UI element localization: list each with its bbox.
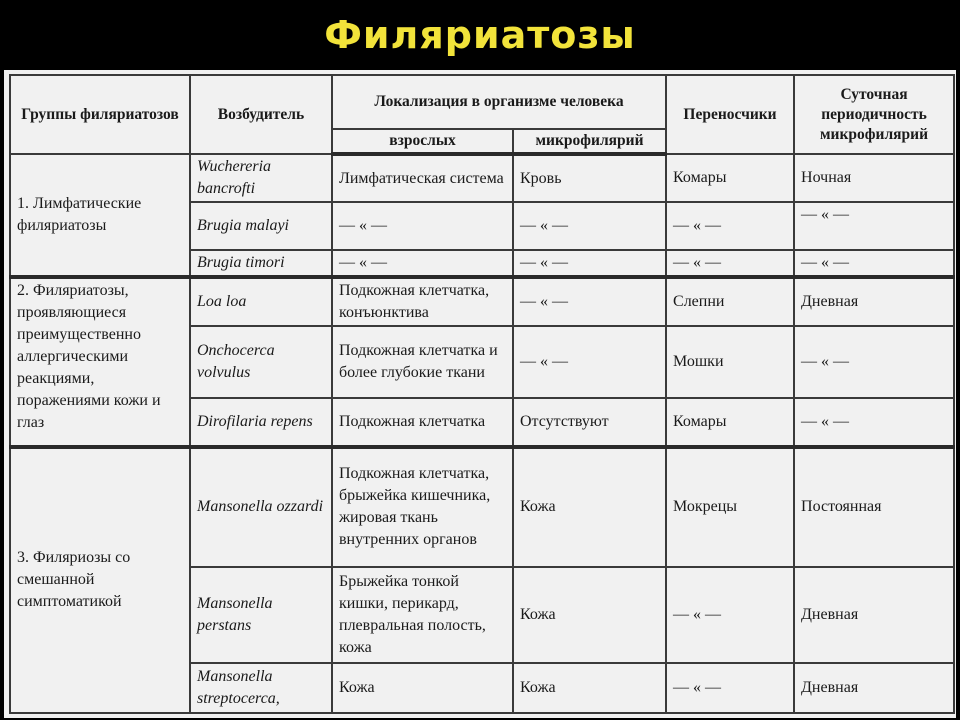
period-cell: Постоянная xyxy=(794,447,954,567)
vector-cell: — « — xyxy=(666,202,794,250)
period-cell: — « — xyxy=(794,250,954,277)
micro-cell: Кровь xyxy=(513,154,666,202)
header-agent: Возбудитель xyxy=(190,75,332,154)
vector-cell: — « — xyxy=(666,663,794,713)
vector-cell: Комары xyxy=(666,398,794,446)
agent-cell: Loa loa xyxy=(190,277,332,326)
agent-cell: Mansonella perstans xyxy=(190,567,332,663)
vector-cell: — « — xyxy=(666,567,794,663)
header-periodicity: Суточная периодичность микрофилярий xyxy=(794,75,954,154)
adults-cell: Брыжейка тонкой кишки, перикард, плевральная полость, кожа xyxy=(332,567,513,663)
micro-cell: Кожа xyxy=(513,567,666,663)
adults-cell: Подкожная клетчатка xyxy=(332,398,513,446)
agent-cell: Brugia malayi xyxy=(190,202,332,250)
adults-cell: Подкожная клетчатка и более глубокие ткани xyxy=(332,326,513,398)
micro-cell: — « — xyxy=(513,202,666,250)
micro-cell: Кожа xyxy=(513,663,666,713)
slide-title: Филяриатозы xyxy=(324,13,636,57)
vector-cell: Мокрецы xyxy=(666,447,794,567)
adults-cell: Подкожная клетчатка, брыжейка кишечника, жировая ткань внутренних органов xyxy=(332,447,513,567)
adults-cell: — « — xyxy=(332,250,513,277)
period-cell: Дневная xyxy=(794,663,954,713)
period-cell: — « — xyxy=(794,398,954,446)
agent-cell: Mansonella streptocerca, xyxy=(190,663,332,713)
adults-cell: Кожа xyxy=(332,663,513,713)
agent-cell: Brugia timori xyxy=(190,250,332,277)
micro-cell: Кожа xyxy=(513,447,666,567)
micro-cell: — « — xyxy=(513,326,666,398)
vector-cell: Комары xyxy=(666,154,794,202)
header-localization: Локализация в организме человека xyxy=(332,75,666,129)
micro-cell: — « — xyxy=(513,250,666,277)
micro-cell: Отсутствуют xyxy=(513,398,666,446)
group-cell: 2. Филяриатозы, проявляющиеся преимущественно аллергическими реакциями, поражениями кожи и глаз xyxy=(10,277,190,446)
period-cell: Дневная xyxy=(794,567,954,663)
adults-cell: — « — xyxy=(332,202,513,250)
agent-cell: Dirofilaria repens xyxy=(190,398,332,446)
header-adults: взрослых xyxy=(332,129,513,154)
adults-cell: Подкожная клетчатка, конъюнктива xyxy=(332,277,513,326)
period-cell: Ночная xyxy=(794,154,954,202)
agent-cell: Onchocerca volvulus xyxy=(190,326,332,398)
vector-cell: Слепни xyxy=(666,277,794,326)
period-cell: — « — xyxy=(794,202,954,250)
vector-cell: Мошки xyxy=(666,326,794,398)
micro-cell: — « — xyxy=(513,277,666,326)
period-cell: — « — xyxy=(794,326,954,398)
agent-cell: Mansonella ozzardi xyxy=(190,447,332,567)
group-cell: 3. Филяриозы со смешанной симптоматикой xyxy=(10,447,190,714)
adults-cell: Лимфатическая система xyxy=(332,154,513,202)
table-panel xyxy=(4,70,956,718)
header-group: Группы филяриатозов xyxy=(10,75,190,154)
group-cell: 1. Лимфатические филяриатозы xyxy=(10,154,190,277)
header-microfilariae: микрофилярий xyxy=(513,129,666,154)
period-cell: Дневная xyxy=(794,277,954,326)
agent-cell: Wuchereria bancrofti xyxy=(190,154,332,202)
filariasis-table xyxy=(9,74,955,714)
vector-cell: — « — xyxy=(666,250,794,277)
header-vectors: Переносчики xyxy=(666,75,794,154)
